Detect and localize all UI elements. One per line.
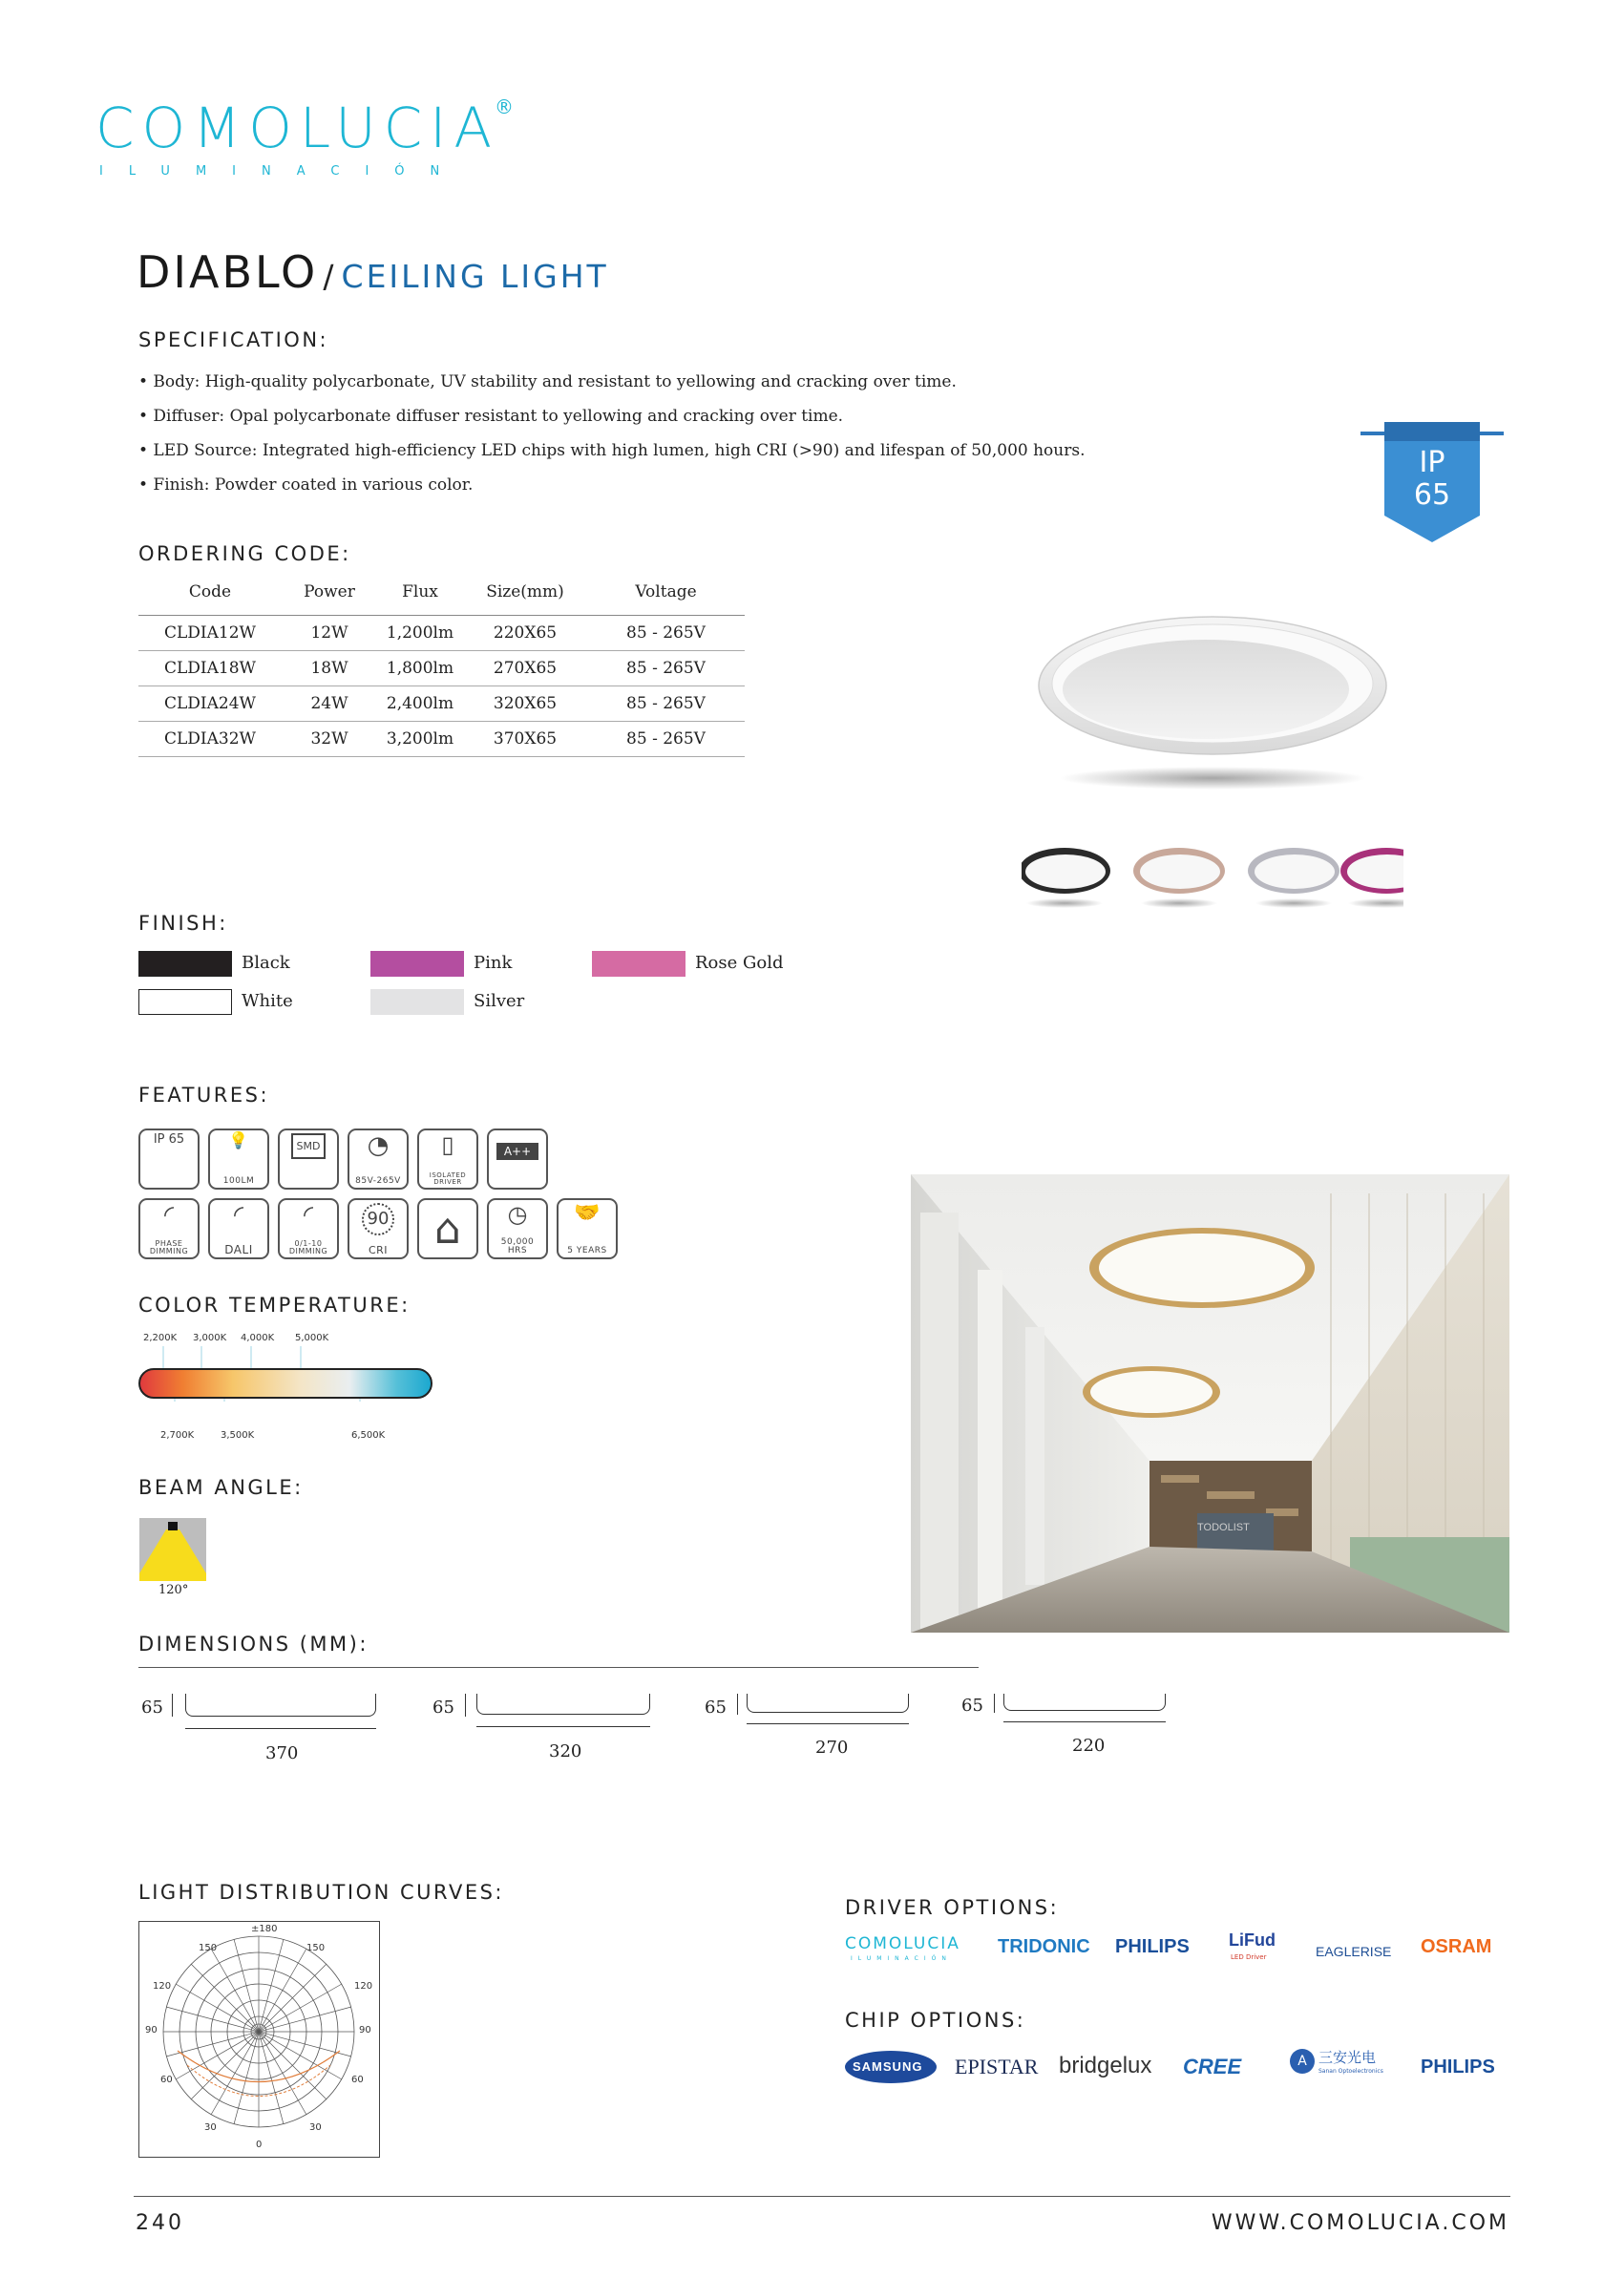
dim-profile [476, 1694, 650, 1715]
finish-label: Silver [474, 991, 525, 1011]
dimensions-heading: DIMENSIONS (MM): [138, 1633, 369, 1656]
cell-flux: 1,800lm [377, 650, 463, 686]
angle-label: 150 [306, 1943, 326, 1953]
sanan-logo-icon: A [1290, 2049, 1315, 2074]
finish-white [138, 989, 293, 1015]
finish-label: Rose Gold [695, 953, 784, 973]
chip-brand-bridgelux: bridgelux [1059, 2053, 1152, 2078]
col-header: Code [138, 569, 282, 615]
height-marker [465, 1694, 467, 1717]
footer-divider [134, 2196, 1510, 2197]
driver-brands [845, 1932, 1513, 1980]
chip-options-heading: CHIP OPTIONS: [845, 2009, 1026, 2032]
phase-dimming-icon: ◜ PHASE DIMMING [138, 1198, 200, 1259]
dim-height: 65 [705, 1698, 727, 1718]
photo-sign-text: TODOLIST [1197, 1522, 1250, 1533]
swatch-rose-gold [592, 951, 685, 977]
dimension-320 [432, 1690, 662, 1761]
dim-line [747, 1723, 909, 1724]
energy-class-icon: A++ [487, 1128, 548, 1190]
chip-brand-sanan-sub: Sanan Optoelectronics [1318, 2068, 1383, 2075]
dim-line [185, 1728, 376, 1729]
dimension-220 [961, 1690, 1171, 1756]
spec-bullet: • LED Source: Integrated high-efficiency LED chips with high lumen, high CRI (>90) and lifespan of 50,000 hours. [138, 441, 1086, 460]
title-separator: / [323, 258, 337, 295]
features-heading: FEATURES: [138, 1084, 270, 1107]
dimension-370 [141, 1690, 390, 1763]
cct-label: 4,000K [241, 1333, 275, 1343]
cell-voltage: 85 - 265V [587, 615, 745, 650]
warranty-handshake-icon: 🤝 5 YEARS [557, 1198, 618, 1259]
logo-wordmark: COMOLUCIA [95, 95, 500, 160]
website-link[interactable]: WWW.COMOLUCIA.COM [1211, 2211, 1509, 2235]
dimensions-divider [138, 1667, 979, 1668]
cct-gradient-bar [138, 1346, 434, 1405]
specification-heading: SPECIFICATION: [138, 328, 329, 351]
cell-voltage: 85 - 265V [587, 650, 745, 686]
finish-black [138, 951, 290, 977]
swatch-pink [370, 951, 464, 977]
dimming-0-10-icon: ◜ 0/1-10 DIMMING [278, 1198, 339, 1259]
ip65-badge [1360, 420, 1504, 544]
swatch-black [138, 951, 232, 977]
cct-label: 2,700K [160, 1430, 195, 1441]
angle-label: 120 [354, 1981, 373, 1992]
polar-chart [138, 1921, 380, 2158]
cri-icon: 90 CRI [348, 1198, 409, 1259]
dim-width: 220 [1072, 1736, 1106, 1756]
angle-label: 150 [199, 1943, 218, 1953]
ip-label: IP [1419, 446, 1445, 479]
chip-brands [845, 2041, 1513, 2099]
logo-tagline: ILUMINACIÓN [99, 164, 466, 179]
table-row [138, 650, 745, 686]
isolated-driver-icon: ▯ ISOLATED DRIVER [417, 1128, 478, 1190]
driver-brand-osram: OSRAM [1421, 1936, 1492, 1957]
driver-options-heading: DRIVER OPTIONS: [845, 1896, 1060, 1919]
specification-list [138, 365, 1189, 502]
beam-angle-heading: BEAM ANGLE: [138, 1476, 304, 1499]
cell-size: 370X65 [463, 721, 587, 756]
house-icon: ⌂ [417, 1198, 478, 1259]
ip65-shield-icon: IP 65 [138, 1128, 200, 1190]
spec-bullet: • Body: High-quality polycarbonate, UV stability and resistant to yellowing and cracking over time. [138, 372, 957, 391]
product-image [1022, 611, 1403, 926]
dim-line [1003, 1721, 1166, 1722]
driver-brand-tridonic: TRIDONIC [998, 1936, 1090, 1957]
driver-brand-lifud: LiFud [1229, 1930, 1276, 1950]
cell-code: CLDIA12W [138, 615, 282, 650]
bulb-icon: 💡 100LM [208, 1128, 269, 1190]
smd-chip-icon: SMD [278, 1128, 339, 1190]
cell-size: 320X65 [463, 686, 587, 721]
cell-voltage: 85 - 265V [587, 686, 745, 721]
brand-logo [95, 95, 535, 191]
chip-brand-cree: CREE [1183, 2055, 1242, 2078]
product-name: DIABLO [137, 246, 319, 298]
cell-size: 270X65 [463, 650, 587, 686]
finish-label: Black [242, 953, 290, 973]
angle-label: 90 [145, 2025, 158, 2035]
col-header: Power [282, 569, 377, 615]
col-header: Voltage [587, 569, 745, 615]
page-number: 240 [136, 2211, 184, 2235]
dim-width: 270 [815, 1738, 849, 1758]
cell-power: 24W [282, 686, 377, 721]
driver-brand-comolucia: COMOLUCIA [845, 1934, 960, 1953]
registered-mark: ® [495, 95, 514, 118]
dim-profile [185, 1694, 376, 1717]
dim-height: 65 [961, 1696, 983, 1716]
dim-width: 370 [265, 1743, 299, 1763]
chip-brand-philips: PHILIPS [1421, 2057, 1495, 2078]
dim-width: 320 [549, 1741, 582, 1761]
finish-label: White [242, 991, 293, 1011]
chip-brand-samsung: SAMSUNG [853, 2059, 923, 2074]
room-photo [911, 1174, 1509, 1633]
light-distribution-heading: LIGHT DISTRIBUTION CURVES: [138, 1881, 504, 1904]
angle-label: 90 [359, 2025, 371, 2035]
dim-profile [1003, 1694, 1166, 1711]
dim-height: 65 [432, 1698, 454, 1718]
cct-label: 3,500K [221, 1430, 255, 1441]
angle-label: ±180 [251, 1924, 278, 1934]
cell-flux: 1,200lm [377, 615, 463, 650]
angle-label: 30 [309, 2122, 322, 2133]
finish-label: Pink [474, 953, 513, 973]
cct-label: 2,200K [143, 1333, 178, 1343]
cct-label: 6,500K [351, 1430, 386, 1441]
beam-angle-icon [139, 1518, 206, 1581]
finish-silver [370, 989, 525, 1015]
driver-brand-lifud-sub: LED Driver [1231, 1953, 1267, 1961]
ip-value: 65 [1413, 478, 1451, 512]
table-row [138, 615, 745, 650]
features-row-1 [138, 1128, 548, 1190]
height-marker [172, 1694, 174, 1717]
chip-brand-epistar: EPISTAR [955, 2055, 1039, 2078]
color-temperature-heading: COLOR TEMPERATURE: [138, 1294, 411, 1317]
cell-voltage: 85 - 265V [587, 721, 745, 756]
cell-flux: 3,200lm [377, 721, 463, 756]
cell-power: 12W [282, 615, 377, 650]
finish-pink [370, 951, 513, 977]
features-row-2 [138, 1198, 618, 1259]
driver-brand-philips: PHILIPS [1115, 1936, 1190, 1957]
beam-angle-value: 120° [158, 1583, 189, 1597]
cct-label: 5,000K [295, 1333, 329, 1343]
ordering-table [138, 569, 745, 757]
angle-label: 60 [351, 2075, 364, 2085]
angle-label: 60 [160, 2075, 173, 2085]
dim-profile [747, 1694, 909, 1713]
cell-code: CLDIA32W [138, 721, 282, 756]
dali-icon: ◜ DALI [208, 1198, 269, 1259]
angle-label: 30 [204, 2122, 217, 2133]
chip-brand-sanan: 三安光电 [1318, 2049, 1377, 2066]
height-marker [994, 1694, 996, 1713]
col-header: Flux [377, 569, 463, 615]
ordering-heading: ORDERING CODE: [138, 542, 351, 565]
swatch-silver [370, 989, 464, 1015]
angle-label: 120 [153, 1981, 172, 1992]
cell-size: 220X65 [463, 615, 587, 650]
col-header: Size(mm) [463, 569, 587, 615]
spec-bullet: • Diffuser: Opal polycarbonate diffuser resistant to yellowing and cracking over time. [138, 407, 844, 426]
table-row [138, 721, 745, 756]
cell-code: CLDIA18W [138, 650, 282, 686]
voltage-gauge-icon: ◔ 85V-265V [348, 1128, 409, 1190]
cell-code: CLDIA24W [138, 686, 282, 721]
driver-brand-eaglerise: EAGLERISE [1316, 1944, 1392, 1959]
dim-line [476, 1726, 650, 1727]
table-row [138, 686, 745, 721]
finish-rose-gold [592, 951, 784, 977]
spec-bullet: • Finish: Powder coated in various color. [138, 475, 474, 495]
driver-brand-comolucia-sub: ILUMINACIÓN [851, 1955, 952, 1962]
cell-power: 32W [282, 721, 377, 756]
swatch-white [138, 989, 232, 1015]
dimension-270 [705, 1690, 915, 1758]
product-category: CEILING LIGHT [341, 258, 609, 295]
cct-label: 3,000K [193, 1333, 227, 1343]
product-title [137, 246, 609, 298]
finish-heading: FINISH: [138, 912, 228, 935]
height-marker [737, 1694, 739, 1715]
dim-height: 65 [141, 1698, 163, 1718]
cell-flux: 2,400lm [377, 686, 463, 721]
angle-label: 0 [256, 2140, 263, 2150]
lifespan-clock-icon: ◷ 50,000 HRS [487, 1198, 548, 1259]
cell-power: 18W [282, 650, 377, 686]
